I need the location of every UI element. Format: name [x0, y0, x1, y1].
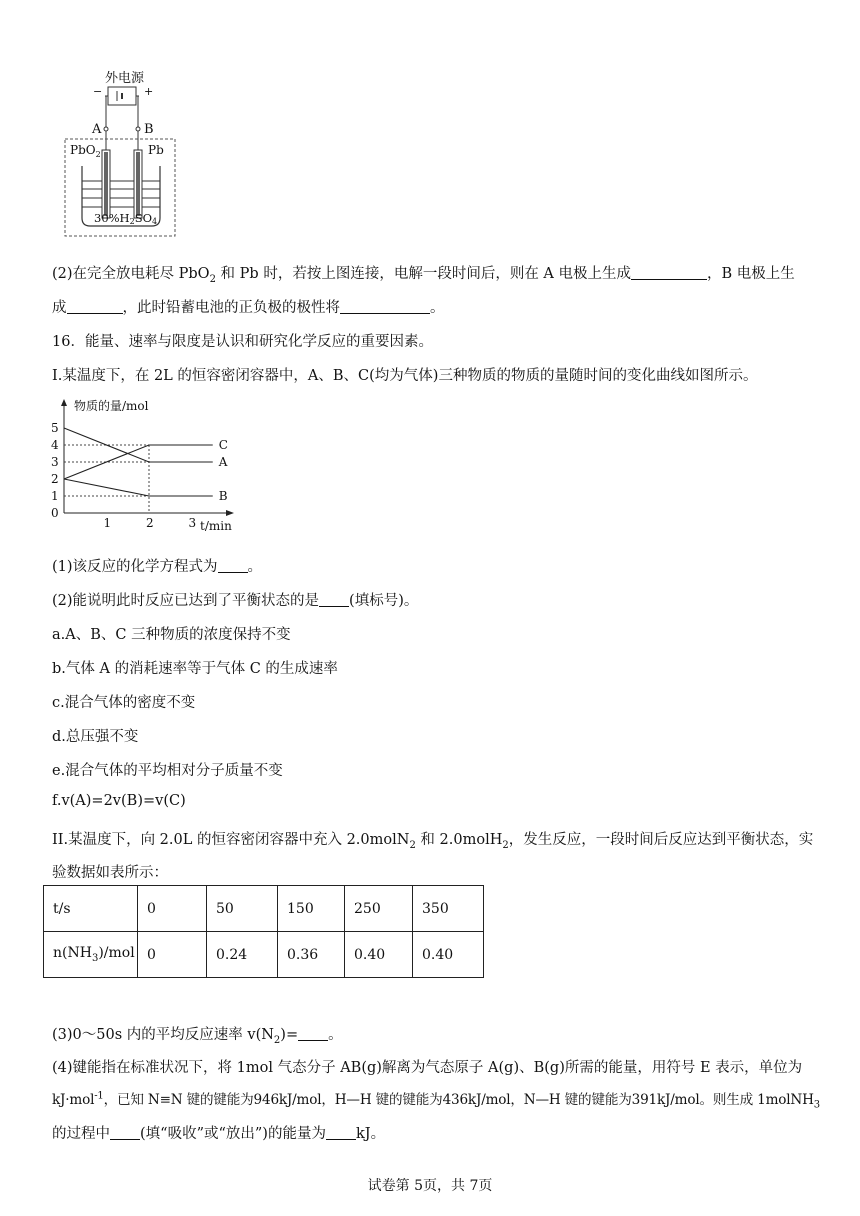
terminal-a-node — [104, 127, 108, 131]
option-e: e.混合气体的平均相对分子质量不变 — [52, 763, 283, 779]
table-cell: 0.24 — [207, 932, 278, 978]
table-cell: 250 — [345, 886, 413, 932]
table-cell: 0.36 — [278, 932, 345, 978]
option-b: b.气体 A 的消耗速率等于气体 C 的生成速率 — [52, 661, 338, 677]
series-label-b: B — [218, 489, 228, 503]
q15-2-line1: (2)在完全放电耗尽 PbO$_2$ 和 Pb 时，若按上图连接，电解一段时间后，则在 A 电极上生成 ，B 电极上生 — [52, 266, 795, 285]
y-tick-label: 4 — [51, 438, 59, 452]
terminal-b-node — [136, 127, 140, 131]
y-tick-label: 5 — [51, 421, 59, 435]
y-tick-label: 0 — [51, 506, 59, 520]
q16-4-line3: 的过程中 (填“吸收”或“放出”)的能量为 kJ。 — [52, 1126, 386, 1142]
minus-sign: − — [93, 85, 103, 98]
mole-time-chart — [46, 396, 246, 536]
electrolysis-diagram — [60, 68, 180, 240]
y-tick-label: 1 — [51, 489, 59, 503]
chart-svg — [46, 396, 246, 536]
q16-title: 16．能量、速率与限度是认识和研究化学反应的重要因素。 — [52, 334, 433, 350]
table-cell: 150 — [278, 886, 345, 932]
power-label: 外电源 — [105, 71, 145, 86]
page-footer: 试卷第 5页，共 7页 — [367, 1178, 493, 1194]
x-tick-label: 1 — [103, 516, 112, 530]
table-row — [44, 886, 484, 932]
q16-1: (1)该反应的化学方程式为 。 — [52, 559, 263, 575]
option-d: d.总压强不变 — [52, 729, 139, 745]
series-label-c: C — [218, 438, 228, 452]
answer-blank[interactable] — [67, 299, 123, 314]
q16-2: (2)能说明此时反应已达到了平衡状态的是 (填标号)。 — [52, 593, 419, 609]
y-axis-arrow — [61, 399, 67, 406]
electrolyte-label: 30%H2SO4 — [94, 211, 158, 226]
table-cell: 50 — [207, 886, 278, 932]
q16-part1-intro: I.某温度下，在 2L 的恒容密闭容器中，A、B、C(均为气体)三种物质的物质的量随时间的变化曲线如图所示。 — [52, 368, 758, 384]
table-cell: 350 — [413, 886, 484, 932]
option-a: a.A、B、C 三种物质的浓度保持不变 — [52, 627, 291, 643]
q16-4-line1: (4)键能指在标准状况下，将 1mol 气态分子 AB(g)解离为气态原子 A(g)、B(g)所需的能量，用符号 E 表示，单位为 — [52, 1060, 803, 1076]
q16-part2-line2: 验数据如表所示： — [52, 865, 168, 881]
terminal-b-label: B — [144, 122, 154, 137]
x-axis-arrow — [226, 510, 234, 516]
x-tick-label: 2 — [146, 516, 154, 530]
terminal-a-label: A — [92, 122, 102, 137]
nh3-data-table — [43, 885, 484, 978]
answer-blank[interactable] — [631, 265, 707, 280]
plus-sign: + — [144, 85, 154, 98]
electrolysis-figure — [60, 68, 180, 240]
x-tick-label: 3 — [188, 516, 197, 530]
y-tick-label: 2 — [51, 472, 59, 486]
table-cell: t/s — [44, 886, 138, 932]
table-row — [44, 932, 484, 978]
q16-4-line2: kJ·mol$^{-1}$，已知 N≡N 键的键能为946kJ/mol，H—H 键的键能为436kJ/mol，N—H 键的键能为391kJ/mol。则生成 1molNH$_3$ — [52, 1090, 820, 1111]
q16-part2-line1: II.某温度下，向 2.0L 的恒容密闭容器中充入 2.0molN$_2$ 和 2.0molH$_2$，发生反应，一段时间后反应达到平衡状态，实 — [52, 832, 814, 851]
option-f: f.v(A)=2v(B)=v(C) — [52, 793, 186, 809]
q15-2-line2: 成 ，此时铅蓄电池的正负极的极性将 。 — [52, 300, 445, 316]
table-cell: 0 — [138, 886, 207, 932]
answer-blank[interactable] — [298, 1026, 328, 1041]
y-tick-label: 3 — [51, 455, 59, 469]
right-electrode-label: Pb — [148, 143, 164, 157]
answer-blank[interactable] — [340, 299, 430, 314]
left-electrode-label: PbO$_2$ — [70, 143, 101, 159]
answer-blank[interactable] — [218, 558, 248, 573]
y-axis-label: 物质的量/mol — [74, 399, 149, 413]
option-c: c.混合气体的密度不变 — [52, 695, 196, 711]
series-line-b — [64, 479, 213, 496]
answer-blank[interactable] — [110, 1125, 140, 1140]
answer-blank[interactable] — [326, 1125, 356, 1140]
table-cell: 0.40 — [413, 932, 484, 978]
answer-blank[interactable] — [319, 592, 349, 607]
x-axis-label: t/min — [200, 519, 232, 533]
table-cell: 0 — [138, 932, 207, 978]
table-cell: $n(NH_3)$/mol — [44, 932, 138, 978]
series-label-a: A — [218, 455, 228, 469]
table-cell: 0.40 — [345, 932, 413, 978]
q16-3: (3)0～50s 内的平均反应速率 $v(N_2)=$ 。 — [52, 1027, 343, 1046]
